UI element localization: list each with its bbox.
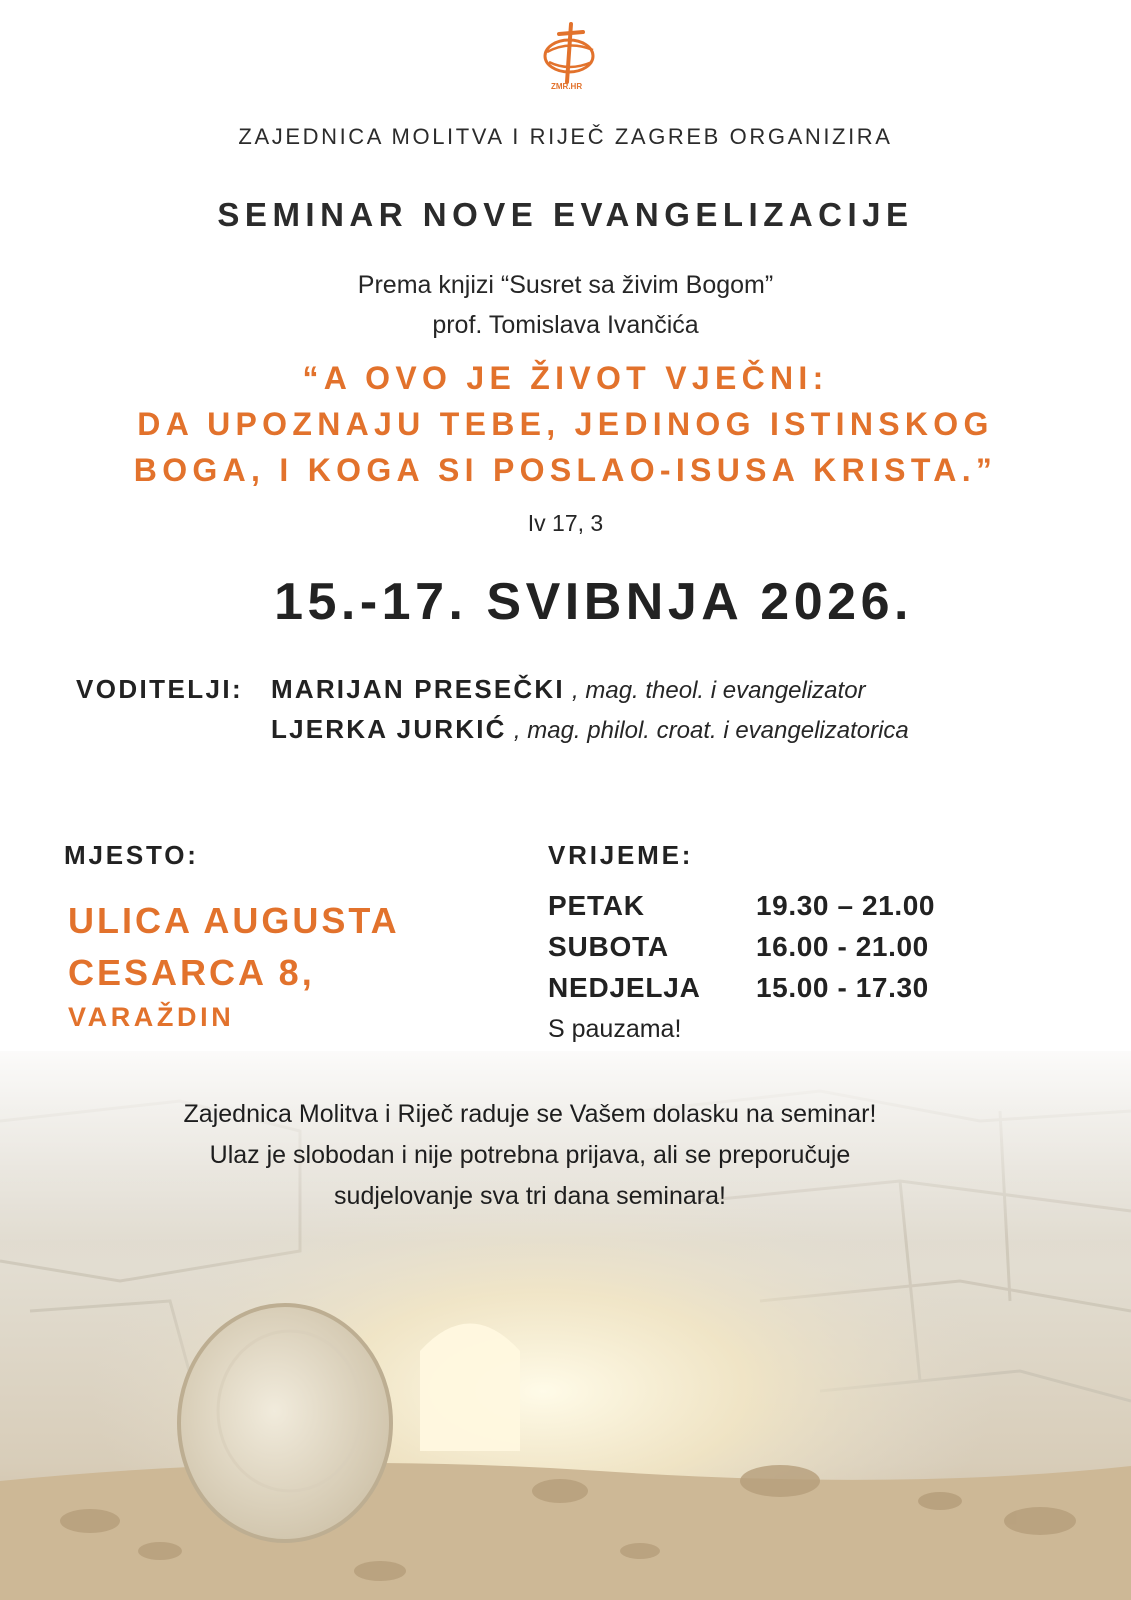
time-label: VRIJEME:	[548, 840, 694, 870]
leader-item	[271, 714, 909, 745]
scripture-reference: Iv 17, 3	[527, 510, 604, 536]
seminar-title: SEMINAR NOVE EVANGELIZACIJE	[217, 196, 914, 233]
leader-name: MARIJAN PRESEČKI	[271, 674, 565, 704]
empty-tomb-image	[0, 1051, 1131, 1600]
leader-name: LJERKA JURKIĆ	[271, 714, 507, 744]
organizer-line: ZAJEDNICA MOLITVA I RIJEČ ZAGREB ORGANIZIRA	[238, 124, 893, 149]
event-date: 15.-17. SVIBNJA 2026.	[274, 573, 913, 631]
welcome-line-1: Zajednica Molitva i Riječ raduje se Vašem dolasku na seminar!	[183, 1100, 877, 1128]
welcome-line-2: Ulaz je slobodan i nije potrebna prijava, ali se preporučuje	[209, 1141, 851, 1169]
pause-note: S pauzama!	[548, 1015, 682, 1043]
quote-line-2: DA UPOZNAJU TEBE, JEDINOG ISTINSKOG	[137, 406, 994, 442]
schedule-day: NEDJELJA	[548, 972, 701, 1003]
schedule-day: PETAK	[548, 890, 645, 921]
quote-line-1: “A OVO JE ŽIVOT VJEČNI:	[302, 360, 829, 396]
schedule-day: SUBOTA	[548, 931, 669, 962]
welcome-line-3: sudjelovanje sva tri dana seminara!	[334, 1182, 726, 1210]
cross-globe-icon	[537, 18, 605, 92]
address-city: VARAŽDIN	[68, 1002, 235, 1032]
quote-line-3: BOGA, I KOGA SI POSLAO-ISUSA KRISTA.”	[133, 452, 998, 488]
address-street: ULICA AUGUSTA	[68, 900, 400, 941]
logo-text: ZMR.HR	[551, 82, 583, 91]
logo	[537, 18, 605, 92]
leaders-label: VODITELJI:	[76, 674, 244, 704]
schedule-hours: 16.00 - 21.00	[756, 931, 929, 962]
schedule-hours: 15.00 - 17.30	[756, 972, 929, 1003]
schedule-hours: 19.30 – 21.00	[756, 890, 936, 921]
place-label: MJESTO:	[64, 840, 199, 870]
leader-title: , mag. philol. croat. i evangelizatorica	[513, 717, 909, 744]
leader-title: , mag. theol. i evangelizator	[572, 677, 866, 704]
leader-item	[271, 674, 866, 705]
address-number: CESARCA 8,	[68, 952, 315, 993]
book-line: Prema knjizi “Susret sa živim Bogom”	[357, 271, 774, 299]
author-line: prof. Tomislava Ivančića	[432, 311, 699, 339]
